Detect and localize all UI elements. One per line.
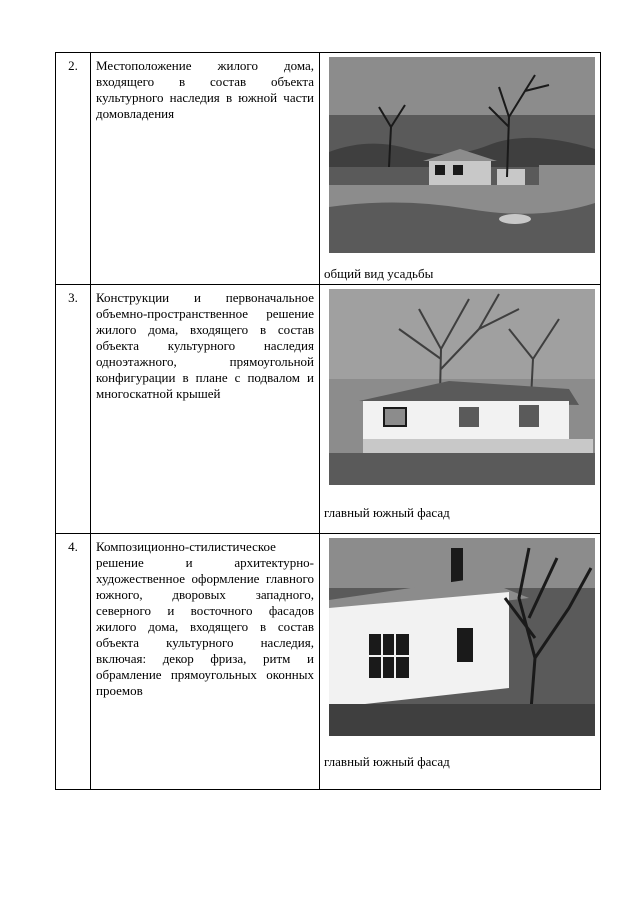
photo-cell <box>320 534 601 790</box>
table-row <box>56 534 601 790</box>
photo-cell <box>320 53 601 285</box>
photo-caption: общий вид усадьбы <box>324 266 434 281</box>
feature-description: Композиционно-стилистическое решение и архитектурно-художественное оформление главного южного, дворовых западного, северного и восточного фасадов жилого дома, входящего в состав объекта культурного наследия, включая: декор фриза, ритм и обрамление прямоугольных оконных проемов <box>91 534 320 790</box>
row-number: 2. <box>56 53 91 285</box>
feature-description: Конструкции и первоначальное объемно-пространственное решение жилого дома, входящего в состав объекта культурного наследия одноэтажного, прямоугольной конфигурации в плане с подвалом и многоскатной крышей <box>91 285 320 534</box>
south-facade-detail-photo <box>329 538 595 736</box>
table-row <box>56 53 601 285</box>
photo-cell <box>320 285 601 534</box>
table-row <box>56 285 601 534</box>
row-number: 3. <box>56 285 91 534</box>
photo-caption: главный южный фасад <box>324 754 450 769</box>
estate-general-view-photo <box>329 57 595 253</box>
photo-caption: главный южный фасад <box>324 505 450 520</box>
row-number: 4. <box>56 534 91 790</box>
feature-description: Местоположение жилого дома, входящего в состав объекта культурного наследия в южной части домовладения <box>91 53 320 285</box>
heritage-features-table <box>55 52 601 790</box>
south-facade-photo <box>329 289 595 485</box>
